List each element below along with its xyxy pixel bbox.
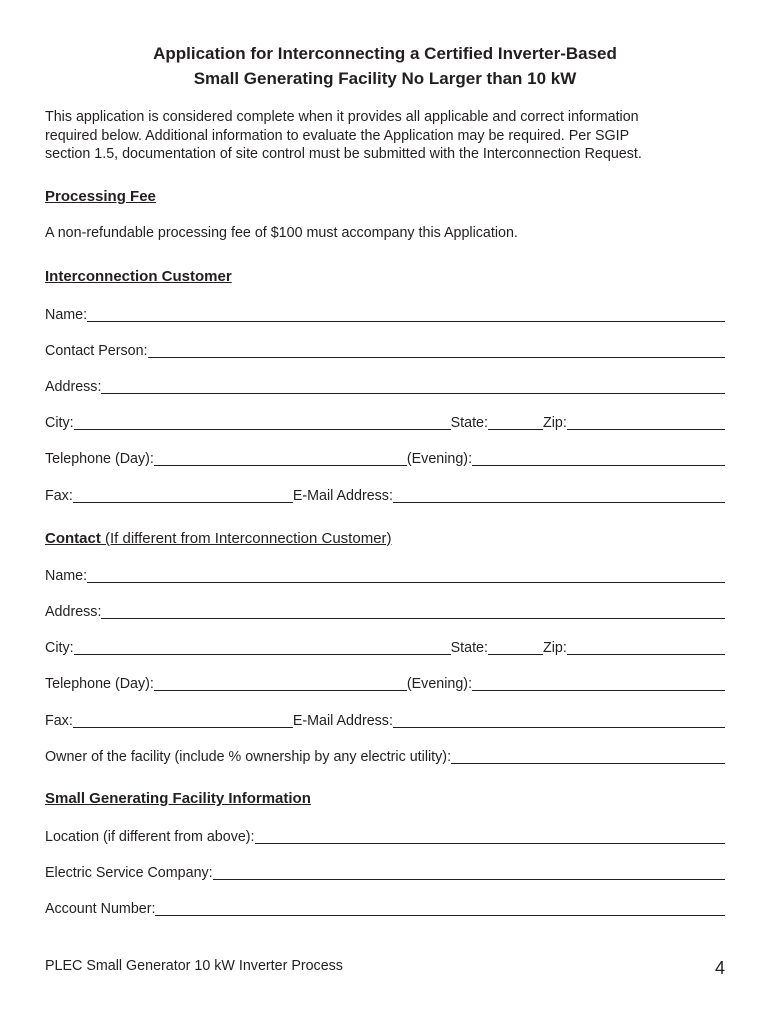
ic-telephone-day-label: Telephone (Day): <box>45 451 154 467</box>
contact-city-label: City: <box>45 640 74 656</box>
account-number-field[interactable] <box>155 901 725 916</box>
contact-fax-label: Fax: <box>45 713 73 729</box>
processing-fee-heading: Processing Fee <box>45 188 156 205</box>
ic-fax-field[interactable] <box>73 488 293 503</box>
intro-line-1: This application is considered complete when it provides all applicable and correct information <box>45 109 639 125</box>
ic-zip-field[interactable] <box>567 415 725 430</box>
page-title-line-1: Application for Interconnecting a Certified Inverter-Based <box>153 44 617 63</box>
contact-fax-field[interactable] <box>73 713 293 728</box>
ic-email-label: E-Mail Address: <box>292 488 393 504</box>
ic-city-row <box>45 413 725 433</box>
processing-fee-text: A non-refundable processing fee of $100 must accompany this Application. <box>45 225 518 241</box>
ic-telephone-row <box>45 449 725 469</box>
contact-address-label: Address: <box>45 604 102 620</box>
contact-name-row <box>45 566 725 586</box>
location-label: Location (if different from above): <box>45 829 255 845</box>
ic-evening-field[interactable] <box>472 451 725 466</box>
contact-email-label: E-Mail Address: <box>292 713 393 729</box>
electric-company-row <box>45 863 725 883</box>
contact-evening-label: (Evening): <box>406 676 473 692</box>
location-row <box>45 827 725 847</box>
contact-telephone-row <box>45 674 725 694</box>
ic-address-field[interactable] <box>101 379 725 394</box>
contact-zip-label: Zip: <box>542 640 567 656</box>
contact-telephone-day-field[interactable] <box>154 676 407 691</box>
electric-company-field[interactable] <box>213 865 725 880</box>
contact-heading: Contact <box>45 530 101 547</box>
page-title-line-2: Small Generating Facility No Larger than 10 kW <box>193 69 577 88</box>
ic-address-row <box>45 377 725 397</box>
contact-address-field[interactable] <box>101 604 725 619</box>
ic-contact-person-row <box>45 341 725 361</box>
page-number: 4 <box>714 958 725 978</box>
account-number-row <box>45 899 725 919</box>
contact-evening-field[interactable] <box>472 676 725 691</box>
intro-line-2: required below. Additional information to evaluate the Application may be required. Per SGIP <box>45 127 630 144</box>
owner-row <box>45 747 725 767</box>
ic-contact-person-label: Contact Person: <box>45 343 148 359</box>
ic-city-field[interactable] <box>74 415 451 430</box>
contact-name-field[interactable] <box>87 568 725 583</box>
account-number-label: Account Number: <box>45 901 156 917</box>
contact-address-row <box>45 602 725 622</box>
ic-name-label: Name: <box>45 307 88 323</box>
ic-fax-label: Fax: <box>45 488 73 504</box>
ic-state-label: State: <box>450 415 488 431</box>
contact-name-label: Name: <box>45 568 88 584</box>
ic-state-field[interactable] <box>488 415 543 430</box>
contact-city-field[interactable] <box>74 640 451 655</box>
ic-name-field[interactable] <box>87 307 725 322</box>
facility-heading: Small Generating Facility Information <box>45 790 311 807</box>
contact-city-row <box>45 638 725 658</box>
ic-telephone-day-field[interactable] <box>154 451 407 466</box>
ic-email-field[interactable] <box>393 488 725 503</box>
ic-address-label: Address: <box>45 379 102 395</box>
footer-text: PLEC Small Generator 10 kW Inverter Process <box>45 958 343 974</box>
contact-telephone-day-label: Telephone (Day): <box>45 676 154 692</box>
contact-zip-field[interactable] <box>567 640 725 655</box>
contact-heading-row <box>45 530 392 547</box>
ic-fax-row <box>45 486 725 506</box>
intro-line-3: section 1.5, documentation of site control must be submitted with the Interconnection Request. <box>45 146 642 162</box>
location-field[interactable] <box>255 829 725 844</box>
ic-name-row <box>45 305 725 325</box>
contact-state-field[interactable] <box>488 640 543 655</box>
interconnection-customer-heading: Interconnection Customer <box>45 268 232 285</box>
contact-fax-row <box>45 711 725 731</box>
ic-contact-person-field[interactable] <box>148 343 725 358</box>
owner-label: Owner of the facility (include % ownership by any electric utility): <box>45 749 452 765</box>
contact-state-label: State: <box>450 640 488 656</box>
form-page <box>45 0 725 1024</box>
intro-paragraph <box>45 108 735 164</box>
contact-email-field[interactable] <box>393 713 725 728</box>
ic-zip-label: Zip: <box>542 415 567 431</box>
contact-subheading: (If different from Interconnection Customer) <box>100 530 392 547</box>
ic-evening-label: (Evening): <box>406 451 473 467</box>
electric-company-label: Electric Service Company: <box>45 865 213 881</box>
ic-city-label: City: <box>45 415 74 431</box>
owner-field[interactable] <box>451 749 725 764</box>
